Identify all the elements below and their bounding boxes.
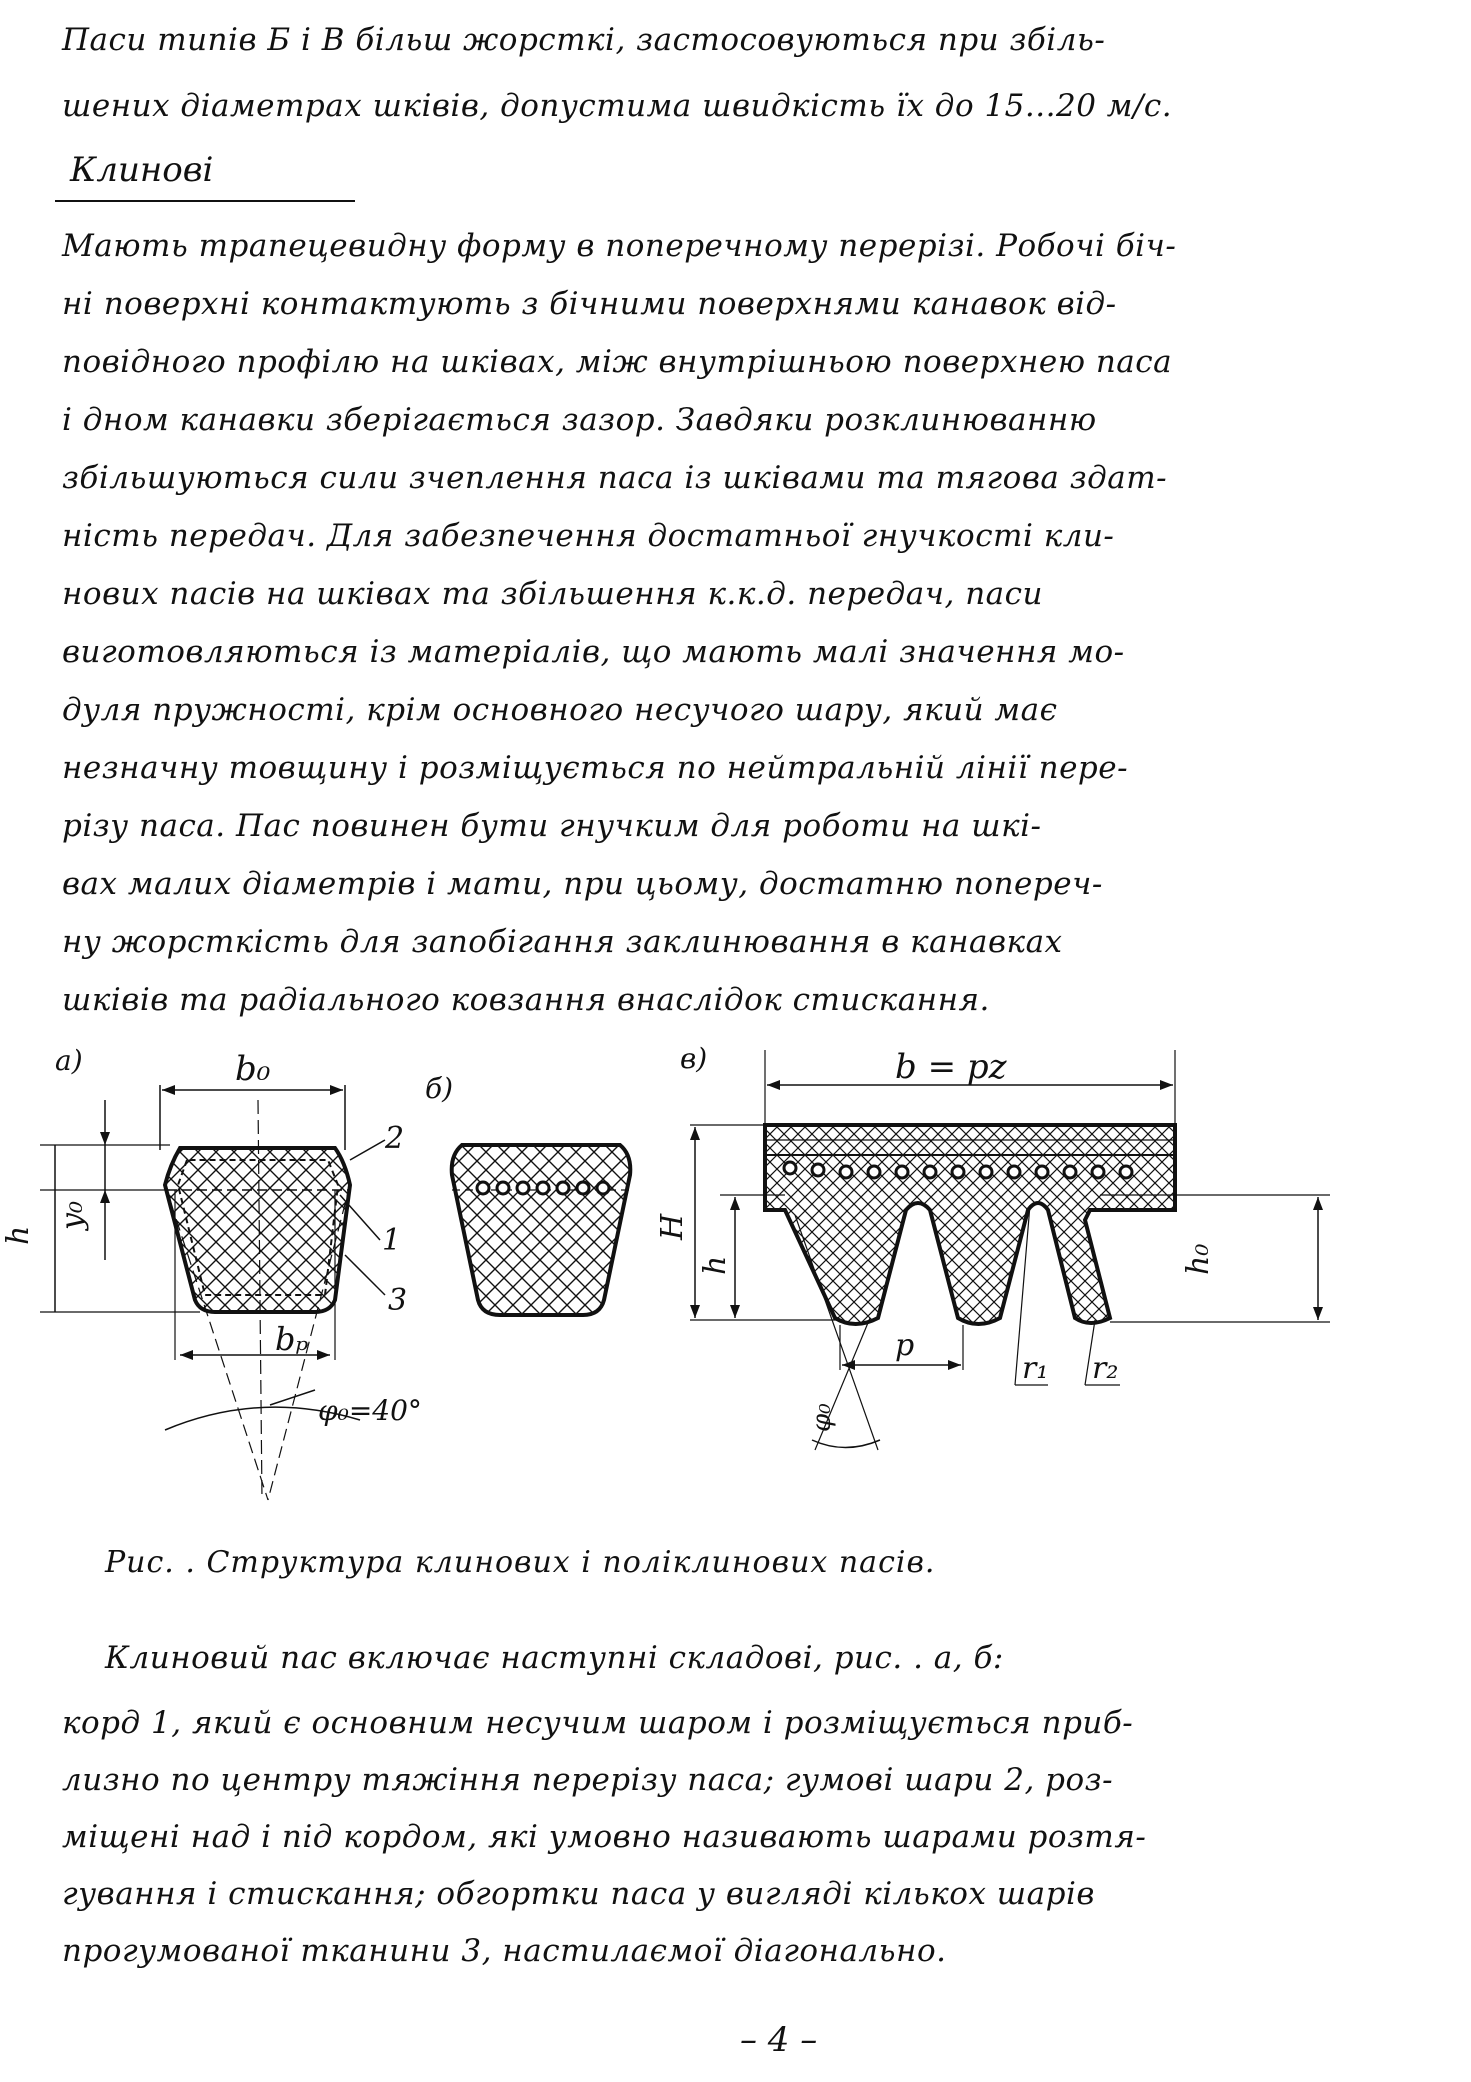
cord-belt-profile (452, 1145, 631, 1315)
text-line: Мають трапецевидну форму в поперечному перерізі. Робочі біч- (62, 228, 1177, 264)
dim-y0-label: y₀ (55, 1201, 90, 1230)
text-line: незначну товщину і розміщується по нейтральній лінії пере- (62, 750, 1129, 786)
angle-phi0-label: φ₀=40° (318, 1394, 422, 1427)
heading-underline (55, 200, 355, 202)
dim-h-v-label: h (698, 1255, 733, 1275)
text-line: і дном канавки зберігається зазор. Завдяки розклинюванню (62, 402, 1097, 438)
text-line: корд 1, який є основним несучим шаром і розміщується приб- (62, 1705, 1134, 1741)
dim-r2-label: r₂ (1092, 1351, 1119, 1386)
text-line: збільшуються сили зчеплення паса із шківами та тягова здат- (62, 460, 1168, 496)
dim-h-label: h (1, 1225, 36, 1245)
text-line: ність передач. Для забезпечення достатньої гнучкості кли- (62, 518, 1115, 554)
belt-structure-figure (0, 1030, 1471, 1590)
text-line: Паси типів Б і В більш жорсткі, застосовуються при збіль- (62, 22, 1106, 58)
dim-bp-label: bₚ (275, 1320, 309, 1358)
label-v: в) (680, 1042, 708, 1075)
text-line: нових пасів на шківах та збільшення к.к.д. передач, паси (62, 576, 1043, 612)
text-line: прогумованої тканини 3, настилаємої діагонально. (62, 1933, 947, 1969)
label-b: б) (425, 1072, 454, 1105)
text-line: гування і стискання; обгортки паса у вигляді кількох шарів (62, 1876, 1095, 1912)
text-line: лизно по центру тяжіння перерізу паса; гумові шари 2, роз- (62, 1762, 1114, 1798)
v-belt-profile (165, 1148, 350, 1312)
figure-b-cord-belt (425, 1072, 630, 1315)
dim-r1-label: r₁ (1022, 1351, 1049, 1386)
figure-v-poly-v-belt (655, 1042, 1330, 1450)
dim-b0-label: b₀ (235, 1049, 271, 1089)
section-heading: Клинові (70, 150, 214, 190)
figure-a-v-belt (1, 1044, 422, 1500)
text-line: дуля пружності, крім основного несучого шару, який має (62, 692, 1058, 728)
callout-3: 3 (388, 1283, 408, 1318)
dim-h0-label: h₀ (1181, 1243, 1216, 1275)
text-line: виготовляються із матеріалів, що мають малі значення мо- (62, 634, 1125, 670)
text-line: шківів та радіального ковзання внаслідок стискання. (62, 982, 990, 1018)
dim-H-label: H (655, 1213, 690, 1240)
callout-2: 2 (385, 1121, 405, 1156)
text-line: різу паса. Пас повинен бути гнучким для роботи на шкі- (62, 808, 1042, 844)
label-a: а) (55, 1044, 83, 1077)
text-line: повідного профілю на шківах, між внутрішньою поверхнею паса (62, 344, 1173, 380)
figure-caption: Рис. . Структура клинових і поліклинових пасів. (105, 1545, 936, 1580)
text-line: шених діаметрах шківів, допустима швидкість їх до 15...20 м/с. (62, 88, 1173, 124)
page-number: – 4 – (740, 2020, 818, 2060)
dim-phi0-label: φ₀ (807, 1403, 837, 1432)
callout-1: 1 (382, 1223, 402, 1258)
dim-p-label: p (895, 1328, 915, 1363)
text-line: вах малих діаметрів і мати, при цьому, достатню попереч- (62, 866, 1103, 902)
text-line: Клиновий пас включає наступні складові, рис. . а, б: (105, 1640, 1004, 1676)
text-line: ну жорсткість для запобігання заклинювання в канавках (62, 924, 1063, 960)
cord-circles (477, 1182, 609, 1194)
dim-b-pz-label: b = pz (895, 1047, 1007, 1087)
text-line: міщені над і під кордом, які умовно називають шарами розтя- (62, 1819, 1147, 1855)
text-line: ні поверхні контактують з бічними поверхнями канавок від- (62, 286, 1117, 322)
